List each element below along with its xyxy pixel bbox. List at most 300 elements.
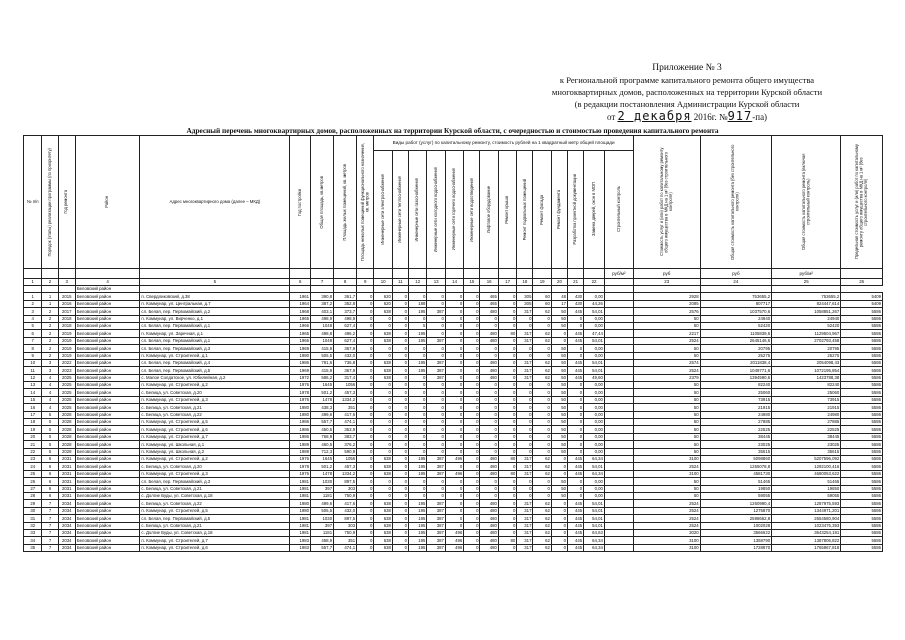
table-cell: 0 [517,419,533,426]
table-cell [604,433,633,440]
table-cell: Беловский район [75,411,140,418]
table-cell: 0 [498,448,516,455]
table-cell: 0 [357,396,374,403]
table-cell: 0 [374,478,392,485]
table-cell: 1344971,201 [772,507,841,514]
table-cell [604,396,633,403]
table-cell: 1 [42,293,58,300]
table-cell: 4 [42,404,58,411]
table-cell: 0 [568,492,584,499]
address-cell: сл. Белая, пер. Первомайский, д.3 [140,345,290,352]
table-cell: 0 [464,470,480,477]
table-cell: 32 [24,522,42,529]
table-cell: 0,00 [584,315,605,322]
table-cell: 0 [464,448,480,455]
table-row [24,522,883,529]
table-cell: 0 [533,352,551,359]
table-cell: 52420 [700,322,771,329]
table-cell: 0 [357,492,374,499]
table-cell: 195 [409,463,427,470]
col-total-area: Общая площадь, кв.метров [318,175,324,229]
table-cell: 62 [533,500,551,507]
table-cell: 0 [445,315,463,322]
table-cell: 387 [427,529,445,536]
table-cell [604,500,633,507]
table-cell: 0 [374,404,392,411]
table-cell: 1966 [290,337,311,344]
table-cell [604,382,633,389]
table-cell: 0 [445,367,463,374]
table-cell: 0 [427,322,445,329]
table-cell: 59055 [772,492,841,499]
address-cell: сл. Белая, пер. Первомайский, д.3 [140,478,290,485]
table-cell: 7 [42,515,58,522]
table-cell: 0 [392,315,408,322]
table-cell: 1983 [290,544,311,551]
table-cell: 35615 [700,448,771,455]
table-cell: 0 [392,455,408,462]
table-cell: 6 [42,470,58,477]
col-w-hot-water: Инженерные сети горячего водоснабжения [451,168,457,251]
table-cell [604,537,633,544]
table-cell: 590,9 [334,448,357,455]
table-cell: 2031 [58,478,75,485]
table-cell: 638 [374,455,392,462]
table-cell: 0,00 [584,441,605,448]
table-cell: 0 [357,359,374,366]
table-cell: 1287975,593 [772,500,841,507]
table-cell: 1048 [311,322,334,329]
table-cell: 0 [392,492,408,499]
table-cell: 48 [551,293,567,300]
table-cell: 474,1 [334,419,357,426]
table-cell: 195 [409,537,427,544]
table-cell: 496 [445,470,463,477]
table-cell: 59055 [700,492,771,499]
table-cell: 7 [42,507,58,514]
table-cell: 0 [392,419,408,426]
table-cell: 1002028 [700,522,771,529]
table-cell: 0 [357,367,374,374]
address-cell: с. Долгие Буды, ул. Советская, д.18 [140,492,290,499]
table-cell: 50 [551,485,567,492]
table-cell: 3 [24,308,42,315]
table-cell: 0 [568,345,584,352]
table-cell: 19850 [772,485,841,492]
table-cell: 2031 [58,485,75,492]
table-cell: 15 [24,396,42,403]
table-cell: 305 [517,300,533,307]
table-cell: 0 [480,396,498,403]
table-cell: 16 [24,404,42,411]
table-cell: 21915 [700,404,771,411]
table-cell: 2025 [58,382,75,389]
table-cell: 3100 [633,470,700,477]
table-cell: 465 [480,293,498,300]
table-cell: 638 [374,330,392,337]
table-cell: 317 [517,359,533,366]
table-cell: 0 [464,300,480,307]
table-cell: 0 [427,352,445,359]
table-cell: 317 [517,500,533,507]
table-cell: 0 [464,529,480,536]
table-cell: 0 [357,433,374,440]
table-cell: 496 [445,455,463,462]
table-cell: 4581730 [700,470,771,477]
table-cell: 1966 [290,322,311,329]
district-heading: Беловский район [75,286,140,293]
table-cell: 0 [551,529,567,536]
table-cell: 0 [427,330,445,337]
column-number: 20 [551,279,567,286]
table-cell: 0 [427,404,445,411]
table-cell: 387,2 [311,300,334,307]
table-cell: 62 [533,529,551,536]
table-cell: 897,5 [334,515,357,522]
table-cell: 480 [480,374,498,381]
table-cell: 50 [551,382,567,389]
table-cell: 445 [568,529,584,536]
table-cell: 0 [357,537,374,544]
table-cell: 80 [498,470,516,477]
table-cell: 387 [427,374,445,381]
table-cell: 62 [533,367,551,374]
table-cell: 7 [42,537,58,544]
table-cell: 3 [42,367,58,374]
table-cell: 303 [334,485,357,492]
table-cell: 18 [24,419,42,426]
table-cell: 27885 [772,419,841,426]
table-cell: 0 [551,522,567,529]
table-cell: Беловский район [75,455,140,462]
table-cell: 807717 [700,300,771,307]
table-cell: 0 [445,337,463,344]
table-cell: 1030 [311,515,334,522]
table-row [24,404,883,411]
table-cell: 638 [374,537,392,544]
table-cell: 51465 [700,478,771,485]
table-cell: 0 [357,522,374,529]
table-cell: Беловский район [75,515,140,522]
table-cell: 0 [409,389,427,396]
table-cell: 2 [42,322,58,329]
table-cell: 0 [464,374,480,381]
table-cell: 2028 [58,433,75,440]
table-cell: 64,63 [584,529,605,536]
table-cell: 0 [517,485,533,492]
table-cell: 0 [392,374,408,381]
table-cell: 13 [24,382,42,389]
table-cell: 7 [42,529,58,536]
table-cell: 50 [551,345,567,352]
table-cell: 2019 [58,345,75,352]
col-w-gas: Инженерные сети газоснабжения [414,177,420,242]
table-cell: 50 [633,433,700,440]
table-cell: 195 [409,500,427,507]
table-cell: 0 [409,441,427,448]
table-cell: 0 [464,396,480,403]
table-cell: 1981 [290,529,311,536]
table-cell [604,404,633,411]
table-cell: 0 [498,374,516,381]
table-cell: 0 [533,396,551,403]
table-row [24,485,883,492]
table-cell [604,308,633,315]
table-cell: 0 [392,485,408,492]
table-cell: 1976 [290,470,311,477]
table-cell: 0 [445,389,463,396]
table-cell: 54,01 [584,367,605,374]
table-cell: 3100 [633,455,700,462]
address-list-table [23,135,883,552]
table-cell: 5 [42,426,58,433]
table-cell: 50 [551,419,567,426]
table-cell: 1978 [290,463,311,470]
table-cell: 22525 [700,426,771,433]
table-cell: 498,9 [311,315,334,322]
table-cell: 0 [357,345,374,352]
table-cell: 0 [568,411,584,418]
table-cell: 0 [533,492,551,499]
table-cell: 1981 [290,485,311,492]
table-cell: 1980 [290,411,311,418]
table-cell: 0 [427,448,445,455]
date-suffix: -па) [752,112,768,122]
table-cell: 0 [464,322,480,329]
table-cell: 23 [24,455,42,462]
table-cell: 3 [42,359,58,366]
table-cell: 5586 [841,426,883,433]
table-row [24,374,883,381]
table-cell: 0 [409,419,427,426]
col-year: Год ремонта [63,190,69,214]
table-cell: 2034 [58,537,75,544]
table-cell: 638 [374,507,392,514]
table-cell: 2524 [633,500,700,507]
table-cell: 0 [517,352,533,359]
table-cell: Беловский район [75,308,140,315]
table-cell: 1387806,822 [772,537,841,544]
table-cell: 0 [445,352,463,359]
header-line-3: многоквартирных домов, расположенных на территории Курской области [551,87,823,97]
col-w-cold-water: Инженерные сети холодного водоснабжения [432,166,438,253]
table-cell: 62 [533,337,551,344]
table-cell: Беловский район [75,485,140,492]
table-row [24,500,883,507]
table-cell: 0 [498,485,516,492]
table-cell: 496 [445,529,463,536]
table-cell: 303 [334,522,357,529]
table-cell: 5586 [841,433,883,440]
table-cell: 0 [464,544,480,551]
table-cell [604,293,633,300]
table-cell: 0 [464,537,480,544]
table-cell: 317 [517,529,533,536]
table-cell: 0 [498,411,516,418]
column-number: 15 [464,279,480,286]
table-cell: 17 [24,411,42,418]
table-cell: 195 [409,515,427,522]
table-cell: 1976 [290,382,311,389]
column-number: 9 [357,279,374,286]
table-cell: 25060 [700,389,771,396]
table-cell: 3100 [633,544,700,551]
table-cell: 62 [533,330,551,337]
handwritten-number: 917 [727,109,753,123]
column-number: 22 [584,279,605,286]
table-cell: 0 [533,419,551,426]
unit-cell: руб [633,269,700,279]
table-cell: 1980 [290,352,311,359]
table-cell: 0,00 [584,419,605,426]
unit-cell: руб/м² [772,269,841,279]
table-cell: 62 [533,507,551,514]
table-cell: 0 [392,300,408,307]
table-cell: 627,4 [334,337,357,344]
table-cell: 638 [374,367,392,374]
table-cell: 638 [374,359,392,366]
table-row [24,396,883,403]
table-cell: 0 [517,382,533,389]
column-number: 11 [392,279,408,286]
table-cell: 0 [392,500,408,507]
table-cell: 0 [357,507,374,514]
table-cell: 38445 [772,433,841,440]
table-cell: 317 [517,374,533,381]
table-cell: 1989 [290,448,311,455]
table-cell: 0 [392,433,408,440]
table-cell: 317 [517,330,533,337]
table-cell: Беловский район [75,522,140,529]
table-cell: 0 [498,507,516,514]
table-cell: 54,01 [584,507,605,514]
table-cell: 80 [498,330,516,337]
header-line-4: (в редакции постановления Администрации Курской области [574,99,800,109]
table-cell: 14 [24,389,42,396]
table-cell: 1969 [290,367,311,374]
table-cell: 480 [480,544,498,551]
table-cell: 352,8 [334,300,357,307]
table-cell: 2 [42,330,58,337]
table-cell: 50 [633,411,700,418]
table-cell: 387 [427,455,445,462]
table-cell: 0 [533,448,551,455]
table-cell: 0 [568,426,584,433]
table-cell: 0 [357,308,374,315]
table-cell: 1983 [290,537,311,544]
table-cell [604,485,633,492]
table-cell: Беловский район [75,367,140,374]
table-cell: 736,8 [334,359,357,366]
table-cell: 0 [464,500,480,507]
table-cell: 51465 [772,478,841,485]
column-number: 16 [480,279,498,286]
table-cell: 26 [24,478,42,485]
table-cell: 0 [568,433,584,440]
table-cell: 0 [498,441,516,448]
table-row [24,345,883,352]
table-cell: 2031 [58,463,75,470]
table-cell: 50 [551,396,567,403]
column-number: 2 [42,279,58,286]
table-cell: 62 [533,374,551,381]
table-cell: 49,60 [584,374,605,381]
table-cell: Беловский район [75,463,140,470]
table-cell: 0 [392,382,408,389]
table-cell: 50 [551,315,567,322]
table-row [24,515,883,522]
table-cell: 5586 [841,507,883,514]
table-cell: 0 [392,515,408,522]
table-row [24,411,883,418]
table-cell: 2 [42,337,58,344]
table-cell: 445 [568,507,584,514]
table-cell [604,522,633,529]
table-cell: 0 [480,419,498,426]
table-cell: 376,2 [334,441,357,448]
table-cell: 0 [464,367,480,374]
table-cell: 5586 [841,455,883,462]
table-cell: 0 [427,478,445,485]
table-cell: 0 [498,522,516,529]
table-cell: Беловский район [75,507,140,514]
table-cell [604,367,633,374]
table-cell: 627,4 [334,322,357,329]
table-cell: 498,9 [334,315,357,322]
col-district: Район [104,196,110,208]
table-cell: 0 [568,322,584,329]
table-cell: 351 [334,537,357,544]
table-cell: 5 [42,419,58,426]
table-cell: 317 [517,463,533,470]
table-cell: 50 [633,389,700,396]
table-cell: 0 [357,300,374,307]
table-cell: 0 [568,419,584,426]
table-cell: 5 [42,411,58,418]
table-cell: 195 [409,522,427,529]
column-number: 7 [311,279,334,286]
table-cell: 7 [42,522,58,529]
table-cell: 2015 [58,293,75,300]
table-cell: 0 [374,433,392,440]
table-cell: 5207596,092 [772,455,841,462]
table-cell: 0 [498,345,516,352]
table-cell: 5586 [841,359,883,366]
table-cell: 474,1 [334,544,357,551]
table-cell [604,478,633,485]
table-cell: 499,6 [311,500,334,507]
table-cell: 0 [445,374,463,381]
table-cell: 0 [392,411,408,418]
table-cell [604,300,633,307]
table-cell: 305 [517,293,533,300]
table-cell: 0 [480,382,498,389]
table-cell: 0 [409,382,427,389]
table-cell: 1478 [311,396,334,403]
table-cell [604,470,633,477]
table-cell: 50 [633,485,700,492]
col-nonliving-area: Площадь нежилых помещений функционального назначения, кв. метров [359,142,370,261]
handwritten-date: 2 декабря [617,109,692,123]
column-number: 18 [517,279,533,286]
table-cell: 1181 [311,529,334,536]
table-cell: 0 [357,463,374,470]
table-cell: 638 [374,308,392,315]
table-cell: 0 [357,293,374,300]
table-cell: 2034 [58,507,75,514]
col-living-area: Площадь жилых помещений, кв. метров [341,163,347,241]
table-row [24,330,883,337]
